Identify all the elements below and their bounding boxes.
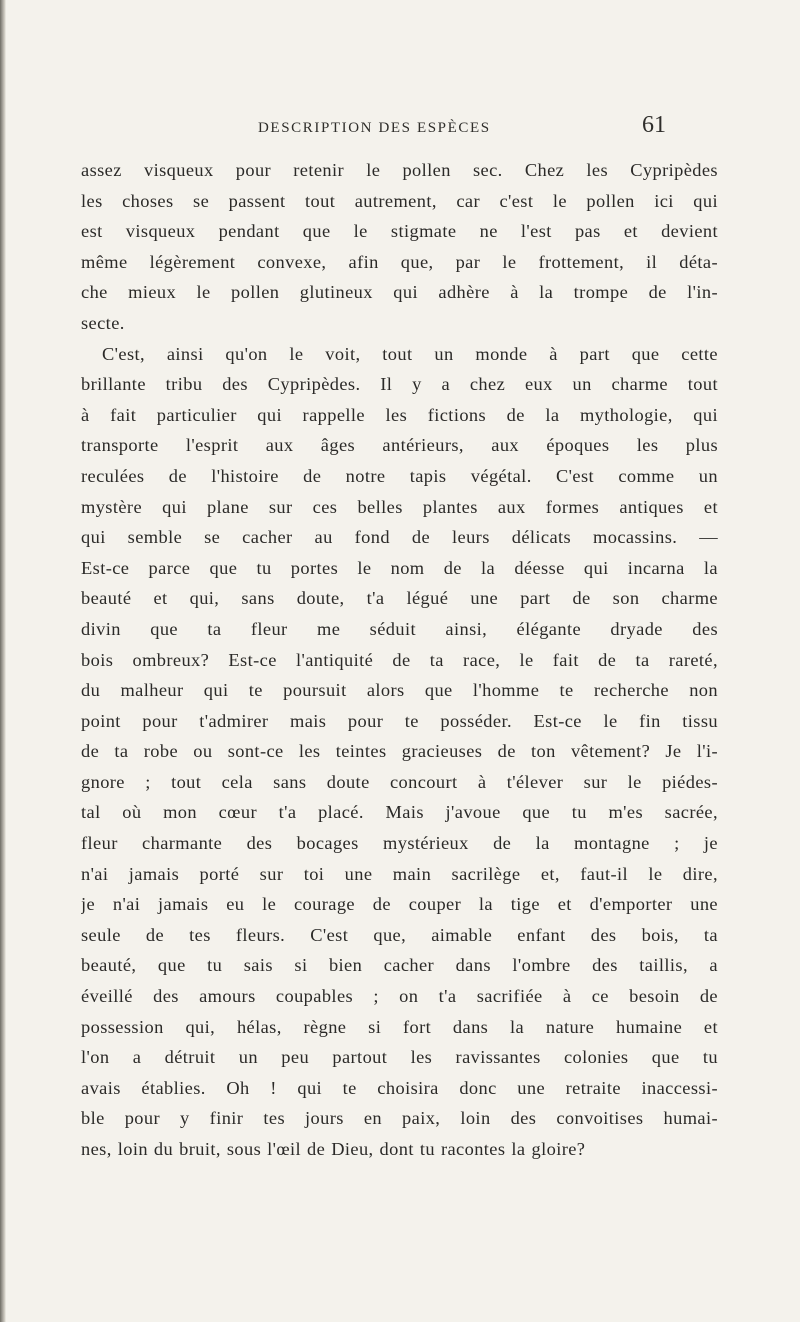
running-title: DESCRIPTION DES ESPÈCES bbox=[258, 120, 491, 136]
text-line: possession qui, hélas, règne si fort dans la nature humaine et bbox=[81, 1016, 718, 1037]
text-line: nes, loin du bruit, sous l'œil de Dieu, dont tu racontes la gloire? bbox=[81, 1139, 586, 1159]
text-line: beauté et qui, sans doute, t'a légué une part de son charme bbox=[81, 588, 718, 609]
text-line: beauté, que tu sais si bien cacher dans l'ombre des taillis, a bbox=[81, 955, 718, 976]
text-line: de ta robe ou sont-ce les teintes gracieuses de ton vêtement? Je l'i- bbox=[81, 741, 718, 762]
text-line: les choses se passent tout autrement, car c'est le pollen ici qui bbox=[81, 190, 718, 211]
text-line: tal où mon cœur t'a placé. Mais j'avoue que tu m'es sacrée, bbox=[81, 802, 718, 823]
text-line: même légèrement convexe, afin que, par le frottement, il déta- bbox=[81, 251, 718, 272]
text-line: fleur charmante des bocages mystérieux de la montagne ; je bbox=[81, 833, 718, 854]
text-line: n'ai jamais porté sur toi une main sacrilège et, faut-il le dire, bbox=[81, 863, 718, 884]
text-line: ble pour y finir tes jours en paix, loin des convoitises humai- bbox=[81, 1108, 718, 1129]
text-line: gnore ; tout cela sans doute concourt à t'élever sur le piédes- bbox=[81, 771, 718, 792]
text-line: je n'ai jamais eu le courage de couper la tige et d'emporter une bbox=[81, 894, 718, 915]
body-text bbox=[81, 155, 718, 1165]
text-line: éveillé des amours coupables ; on t'a sacrifiée à ce besoin de bbox=[81, 986, 718, 1007]
text-line: brillante tribu des Cypripèdes. Il y a chez eux un charme tout bbox=[81, 374, 718, 395]
running-header bbox=[0, 112, 800, 146]
text-line: l'on a détruit un peu partout les ravissantes colonies que tu bbox=[81, 1047, 718, 1068]
text-line: à fait particulier qui rappelle les fictions de la mythologie, qui bbox=[81, 404, 718, 425]
text-line: seule de tes fleurs. C'est que, aimable enfant des bois, ta bbox=[81, 924, 718, 945]
text-line: assez visqueux pour retenir le pollen sec. Chez les Cypripèdes bbox=[81, 160, 718, 180]
page-number: 61 bbox=[642, 112, 666, 138]
text-line: du malheur qui te poursuit alors que l'homme te recherche non bbox=[81, 680, 718, 701]
text-line: reculées de l'histoire de notre tapis végétal. C'est comme un bbox=[81, 465, 718, 486]
text-line: point pour t'admirer mais pour te posséder. Est-ce le fin tissu bbox=[81, 710, 718, 731]
text-line: transporte l'esprit aux âges antérieurs, aux époques les plus bbox=[81, 435, 718, 456]
text-line: avais établies. Oh ! qui te choisira donc une retraite inaccessi- bbox=[81, 1077, 718, 1098]
text-line: est visqueux pendant que le stigmate ne l'est pas et devient bbox=[81, 221, 718, 242]
text-line: qui semble se cacher au fond de leurs délicats mocassins. — bbox=[81, 527, 718, 548]
text-line: che mieux le pollen glutineux qui adhère à la trompe de l'in- bbox=[81, 282, 718, 303]
text-line: divin que ta fleur me séduit ainsi, élégante dryade des bbox=[81, 618, 718, 639]
text-line: mystère qui plane sur ces belles plantes aux formes antiques et bbox=[81, 496, 718, 517]
text-line: secte. bbox=[81, 312, 125, 333]
text-line: C'est, ainsi qu'on le voit, tout un monde à part que cette bbox=[102, 343, 718, 364]
text-line: Est-ce parce que tu portes le nom de la déesse qui incarna la bbox=[81, 557, 718, 578]
page-binding-edge bbox=[0, 0, 6, 1322]
text-line: bois ombreux? Est-ce l'antiquité de ta race, le fait de ta rareté, bbox=[81, 649, 718, 670]
